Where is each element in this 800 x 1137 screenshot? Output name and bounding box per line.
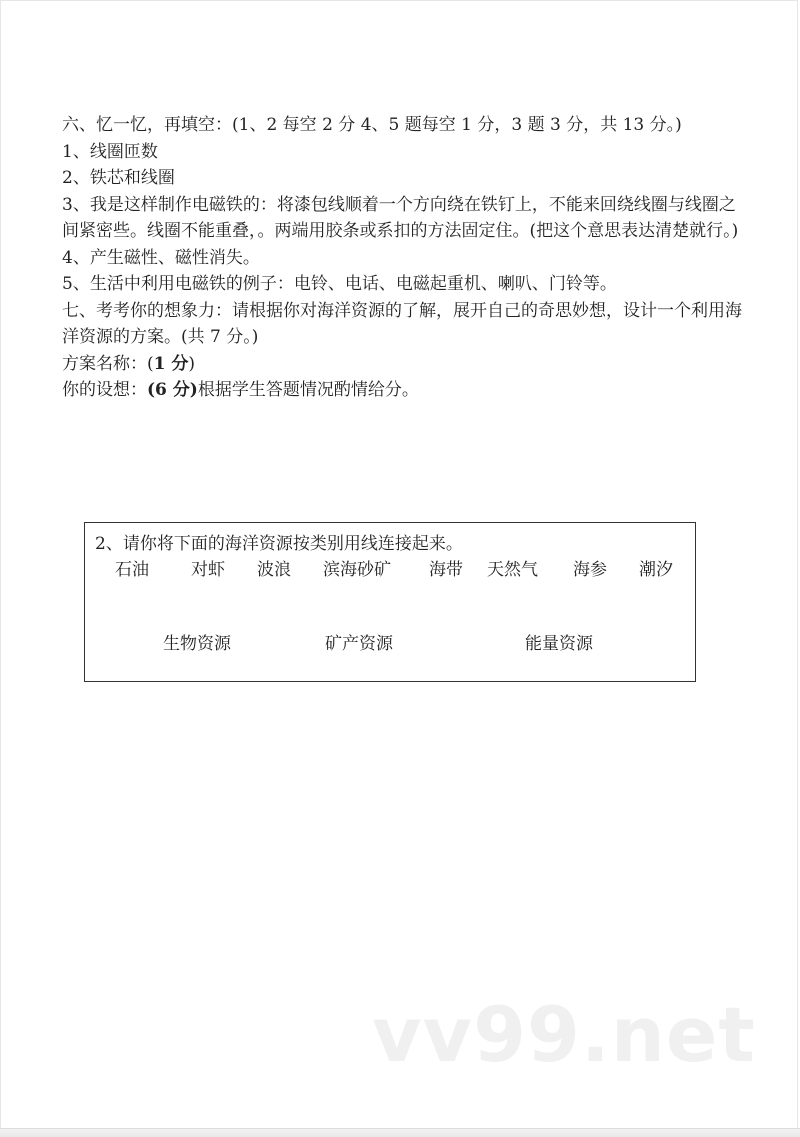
idea-line	[62, 377, 742, 404]
answer-5: 5、生活中利用电磁铁的例子：电铃、电话、电磁起重机、喇叭、门铃等。	[62, 274, 617, 294]
resource-item: 海带	[429, 560, 463, 580]
matching-question-box	[84, 522, 696, 682]
answer-3: 3、我是这样制作电磁铁的：将漆包线顺着一个方向绕在铁钉上，不能来回绕线圈与线圈之间紧密些。线圈不能重叠，。两端用胶条或系扣的方法固定住。(把这个意思表达清楚就行。)	[62, 194, 739, 241]
resource-item: 石油	[115, 560, 149, 580]
resource-item: 天然气	[487, 560, 538, 580]
idea-text: 根据学生答题情况酌情给分。	[197, 380, 419, 400]
resource-item: 海参	[573, 560, 607, 580]
plan-name-line	[62, 351, 742, 378]
plan-name-score: 1 分	[153, 353, 189, 374]
idea-label: 你的设想：	[62, 380, 147, 400]
document-body	[62, 112, 742, 404]
resource-item: 潮汐	[639, 560, 673, 580]
category-item: 矿产资源	[325, 634, 393, 654]
category-item: 生物资源	[163, 634, 231, 654]
section-7-title: 七、考考你的想象力：请根据你对海洋资源的了解，展开自己的奇思妙想，设计一个利用海洋资源的方案。(共 7 分。)	[62, 300, 742, 347]
plan-name-label: 方案名称：(	[62, 353, 154, 374]
idea-score: (6 分)	[147, 380, 198, 400]
bottom-edge	[0, 1128, 800, 1137]
matching-question-title: 2、请你将下面的海洋资源按类别用线连接起来。	[95, 534, 463, 554]
answer-4: 4、产生磁性、磁性消失。	[62, 247, 260, 268]
resource-item: 滨海砂矿	[323, 560, 391, 580]
watermark-text: vv99.net	[372, 990, 756, 1079]
answer-1: 1、线圈匝数	[62, 141, 158, 162]
plan-name-close: )	[188, 353, 196, 374]
category-item: 能量资源	[525, 634, 593, 654]
section-6-title: 六、忆一忆，再填空：(1、2 每空 2 分 4、5 题每空 1 分，3 题 3 分，共 13 分。)	[62, 115, 682, 135]
resource-item: 波浪	[257, 560, 291, 580]
resource-item: 对虾	[191, 560, 225, 580]
answer-2: 2、铁芯和线圈	[62, 168, 175, 188]
